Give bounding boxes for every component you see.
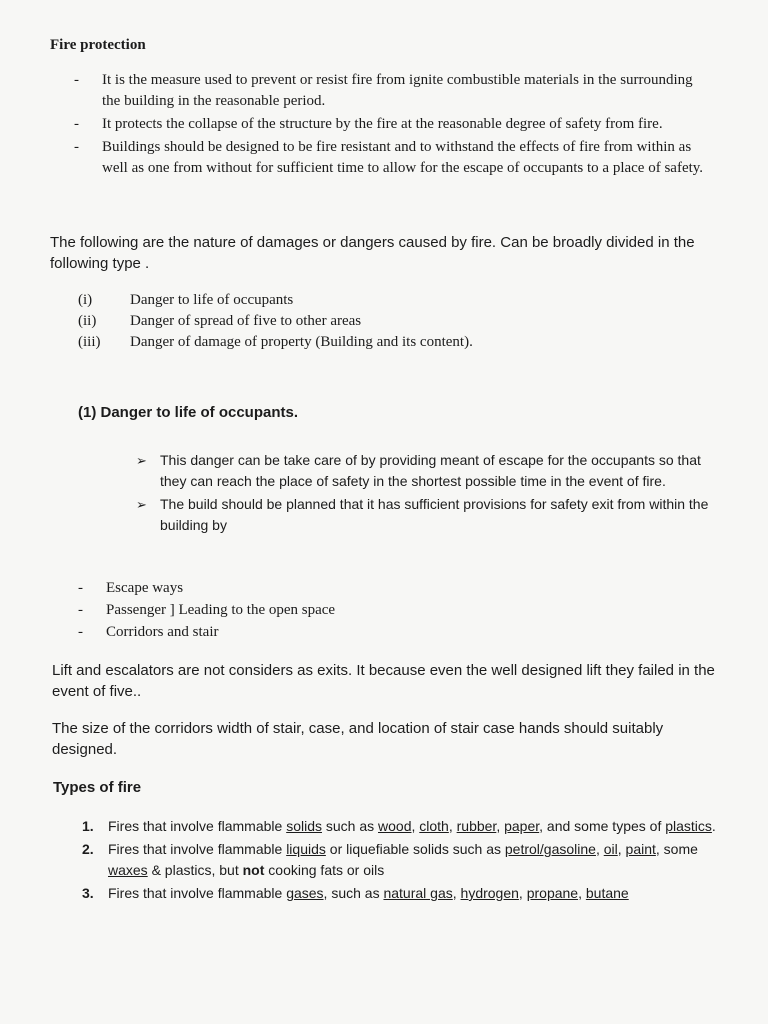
list-text: Passenger ] Leading to the open space [106, 602, 336, 618]
bullet-text: It protects the collapse of the structure by the fire at the reasonable degree of safety from fire. [102, 116, 663, 132]
list-number: (iii) [78, 334, 101, 350]
keyword-link: solids [286, 818, 322, 834]
list-number: 3. [82, 885, 94, 901]
emphasis-text: not [242, 862, 265, 878]
list-text: Danger of spread of five to other areas [130, 313, 362, 329]
nature-paragraph: The following are the nature of damages or dangers caused by fire. Can be broadly divided in the following type . [50, 234, 695, 272]
section-heading: (1) Danger to life of occupants. [78, 404, 299, 421]
arrow-bullet-icon: ➢ [136, 453, 147, 468]
bullet-text: Buildings should be designed to be fire resistant and to withstand the effects of fire from within as well as one from without for sufficient time to allow for the escape of occupants to a place of safety. [102, 139, 704, 176]
fire-types-list [82, 816, 732, 904]
keyword-link: gases [286, 885, 324, 901]
bullet-text: It is the measure used to prevent or resist fire from ignite combustible materials in the surrounding the building in the reasonable period. [102, 72, 693, 109]
size-paragraph: The size of the corridors width of stair, case, and location of stair case hands should suitably designed. [52, 720, 664, 758]
keyword-link: plastics [665, 818, 712, 834]
arrow-bullet-icon: ➢ [136, 497, 147, 512]
keyword-link: rubber [456, 818, 497, 834]
list-item [78, 290, 678, 311]
keyword-link: petrol/gasoline [504, 841, 596, 857]
lift-paragraph: Lift and escalators are not considers as exits. It because even the well designed lift they failed in the event of five.. [52, 662, 715, 700]
list-item [74, 114, 714, 135]
keyword-link: oil [603, 841, 618, 857]
bullet-text: The build should be planned that it has sufficient provisions for safety exit from within the building by [160, 496, 709, 533]
list-number: (ii) [78, 313, 97, 329]
list-text: Danger of damage of property (Building and its content). [130, 334, 473, 350]
dash-bullet: - [74, 139, 79, 155]
list-item [78, 578, 578, 599]
arrow-bullet-list [136, 450, 716, 536]
danger-type-list [78, 290, 678, 353]
list-item [136, 450, 716, 492]
keyword-link: waxes [108, 862, 148, 878]
dash-bullet: - [78, 580, 83, 596]
list-number: 2. [82, 841, 94, 857]
keyword-link: propane [526, 885, 579, 901]
list-text: Fires that involve flammable liquids or liquefiable solids such as petrol/gasoline, oil, paint, some waxes & plastics, but not cooking fats or oils [108, 841, 698, 878]
keyword-link: cloth [419, 818, 449, 834]
list-text: Fires that involve flammable gases, such as natural gas, hydrogen, propane, butane [108, 885, 629, 901]
list-text: Fires that involve flammable solids such as wood, cloth, rubber, paper, and some types of plastics. [108, 818, 716, 834]
dash-bullet: - [74, 116, 79, 132]
exit-list [78, 578, 578, 643]
list-item [82, 883, 732, 904]
list-text: Danger to life of occupants [130, 292, 294, 308]
dash-bullet: - [78, 624, 83, 640]
keyword-link: paint [625, 841, 656, 857]
list-item [78, 332, 678, 353]
list-item [74, 70, 714, 112]
list-item [78, 600, 578, 621]
page-title: Fire protection [50, 37, 146, 53]
section-heading: Types of fire [53, 779, 142, 796]
intro-bullet-list [74, 70, 714, 179]
keyword-link: wood [378, 818, 412, 834]
list-item [82, 839, 732, 881]
list-item [136, 494, 716, 536]
bullet-text: This danger can be take care of by providing meant of escape for the occupants so that they can reach the place of safety in the shortest possible time in the event of fire. [160, 452, 701, 489]
dash-bullet: - [78, 602, 83, 618]
keyword-link: natural gas [383, 885, 453, 901]
list-item [78, 622, 578, 643]
list-text: Corridors and stair [106, 624, 219, 640]
list-item [78, 311, 678, 332]
keyword-link: hydrogen [460, 885, 519, 901]
keyword-link: paper [504, 818, 540, 834]
keyword-link: butane [585, 885, 629, 901]
list-item [82, 816, 732, 837]
list-text: Escape ways [106, 580, 184, 596]
dash-bullet: - [74, 72, 79, 88]
list-number: 1. [82, 818, 94, 834]
list-number: (i) [78, 292, 93, 308]
list-item [74, 137, 714, 179]
keyword-link: liquids [286, 841, 326, 857]
